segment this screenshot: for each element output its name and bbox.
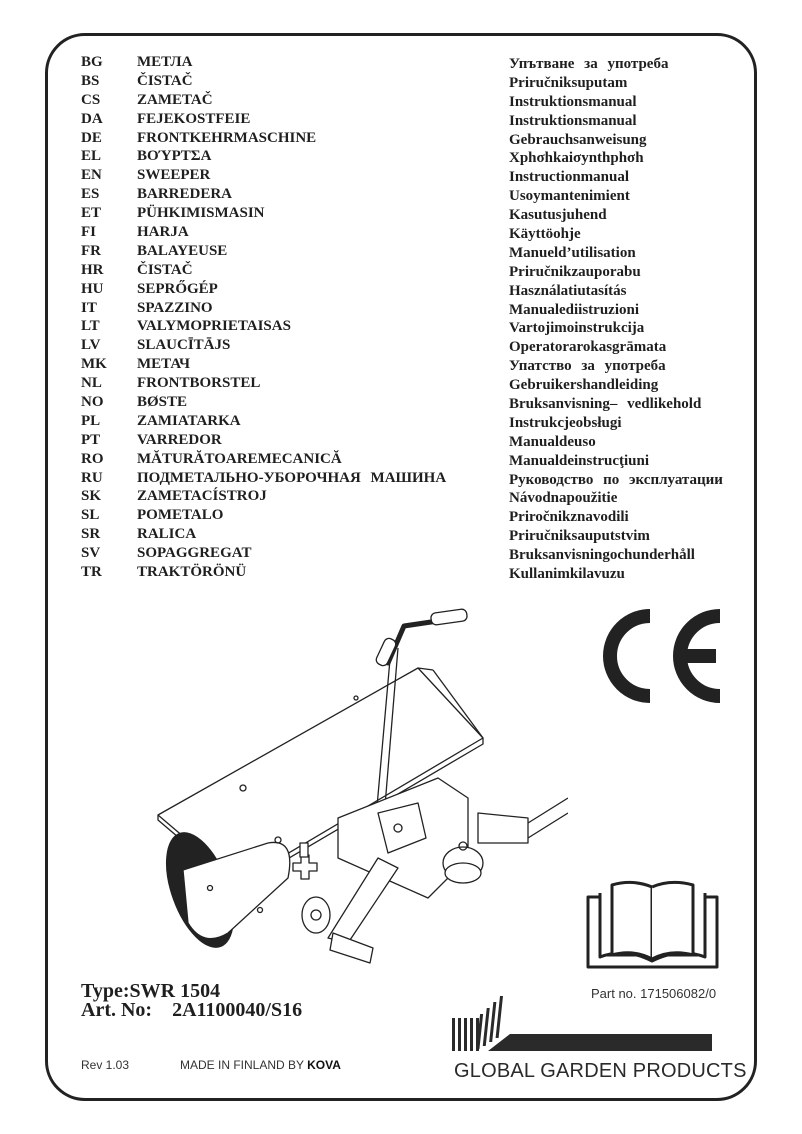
product-name: BØSTE	[137, 394, 188, 411]
language-code: PT	[81, 431, 101, 448]
product-name: BARREDERA	[137, 186, 233, 203]
product-name: МЕТЛА	[137, 54, 193, 70]
language-code: NL	[81, 375, 102, 392]
language-row	[81, 525, 446, 544]
product-name: PÜHKIMISMASIN	[137, 205, 265, 222]
language-row	[81, 487, 446, 506]
manual-title: Návodnapoužitie	[509, 490, 618, 507]
product-name: ZAMETAČ	[137, 91, 213, 108]
language-code: RO	[81, 450, 104, 467]
language-row	[81, 147, 446, 166]
language-code: EN	[81, 167, 102, 184]
language-code: MK	[81, 356, 107, 373]
product-name: VALYMOPRIETAISAS	[137, 318, 291, 335]
manual-title: Bruksanvisningochunderhåll	[509, 547, 695, 564]
product-name: HARJA	[137, 224, 189, 241]
made-in-label	[180, 1058, 341, 1072]
language-row	[81, 129, 446, 148]
manual-title: Manueld’utilisation	[509, 244, 636, 261]
manual-title: Usoymantenimient	[509, 188, 630, 205]
product-name: RALICA	[137, 526, 197, 543]
language-row	[81, 223, 446, 242]
language-code: FR	[81, 242, 101, 259]
language-list	[81, 53, 446, 582]
manual-title: Priročnikznavodili	[509, 509, 629, 526]
language-row	[81, 431, 446, 450]
product-name: ZAMETACÍSTROJ	[137, 488, 267, 505]
manual-title: Priručnikzauporabu	[509, 263, 641, 280]
product-name: SWEEPER	[137, 167, 211, 184]
language-row	[81, 450, 446, 469]
language-row	[81, 242, 446, 261]
language-code: LV	[81, 337, 101, 354]
language-code: ES	[81, 186, 100, 203]
language-row	[81, 563, 446, 582]
product-name: FRONTBORSTEL	[137, 375, 261, 392]
manual-title: Priručniksauputstvim	[509, 528, 650, 545]
product-name: FEJEKOSTFEIE	[137, 110, 251, 127]
language-row	[81, 166, 446, 185]
manual-title: Manualdeuso	[509, 433, 596, 450]
product-name: ČISTAČ	[137, 261, 193, 278]
language-row	[81, 299, 446, 318]
product-name: FRONTKEHRMASCHINE	[137, 129, 317, 146]
manual-title: Gebrauchsanweisung	[509, 131, 647, 148]
product-name: ΒΟΎΡΤΣΑ	[137, 148, 212, 165]
language-row	[81, 355, 446, 374]
manual-title: Руководство по эксплуатации	[509, 471, 723, 488]
language-row	[81, 53, 446, 72]
manual-title: Käyttöohje	[509, 226, 581, 243]
manual-title: Instructionmanual	[509, 169, 630, 186]
manual-title: Használatiutasítás	[509, 282, 627, 299]
product-name: ПОДМЕТАЛЬНО-УБОРОЧНАЯ МАШИНА	[137, 469, 447, 486]
manual-title: Operatorarokasgrāmata	[509, 339, 667, 356]
language-code: HU	[81, 280, 104, 297]
manual-title-list	[509, 55, 723, 584]
manual-title: Xphσhkaiσynthphσh	[509, 150, 644, 167]
manual-title: Instruktionsmanual	[509, 93, 637, 110]
language-row	[81, 185, 446, 204]
language-row	[81, 393, 446, 412]
manual-title: Kasutusjuhend	[509, 207, 607, 224]
manual-title: Priručniksuputam	[509, 74, 628, 91]
product-name: POMETALO	[137, 507, 224, 524]
product-name: SOPAGGREGAT	[137, 545, 252, 562]
sweeper-illustration	[148, 598, 568, 968]
language-row	[81, 317, 446, 336]
manual-title: Instruktionsmanual	[509, 112, 637, 129]
language-row	[81, 91, 446, 110]
product-type: Type:SWR 1504	[81, 980, 221, 1002]
language-code: CS	[81, 91, 101, 108]
language-code: SR	[81, 526, 101, 543]
product-name: ČISTAČ	[137, 72, 193, 89]
language-code: EL	[81, 148, 102, 165]
open-book-icon	[585, 875, 720, 975]
language-row	[81, 506, 446, 525]
language-row	[81, 110, 446, 129]
manual-title: Gebruikershandleiding	[509, 377, 659, 394]
language-row	[81, 544, 446, 563]
language-code: SL	[81, 507, 100, 524]
article-number: Art. No: 2A1100040/S16	[81, 999, 303, 1021]
product-name: SEPRŐGÉP	[137, 280, 218, 297]
language-code: RU	[81, 469, 103, 486]
product-name: TRAKTÖRÖNÜ	[137, 564, 247, 581]
company-name: GLOBAL GARDEN PRODUCTS	[454, 1060, 747, 1082]
ce-mark-icon	[590, 606, 725, 706]
manual-title: Упатство за употреба	[509, 358, 666, 375]
language-row	[81, 374, 446, 393]
language-code: NO	[81, 394, 104, 411]
language-code: ET	[81, 205, 102, 222]
language-row	[81, 280, 446, 299]
manual-title: Manualediistruzioni	[509, 301, 640, 318]
language-code: SK	[81, 488, 102, 505]
language-row	[81, 261, 446, 280]
product-name: SLAUCĪTĀJS	[137, 337, 231, 354]
revision-label: Rev 1.03	[81, 1058, 130, 1072]
language-row	[81, 336, 446, 355]
language-code: IT	[81, 299, 97, 316]
product-name: МЕТАЧ	[137, 356, 190, 373]
language-code: TR	[81, 564, 102, 581]
product-name: MĂTURĂTOAREMECANICĂ	[137, 450, 342, 467]
product-name: VARREDOR	[137, 431, 222, 448]
made-in-prefix: MADE IN FINLAND BY	[180, 1058, 308, 1072]
language-code: BG	[81, 54, 103, 70]
language-code: DA	[81, 110, 103, 127]
language-code: DE	[81, 129, 102, 146]
manual-title: Instrukcjeobsługi	[509, 414, 622, 431]
language-row	[81, 204, 446, 223]
language-row	[81, 412, 446, 431]
language-code: FI	[81, 224, 96, 241]
company-logo-icon	[452, 996, 722, 1052]
language-code: LT	[81, 318, 100, 335]
product-name: ZAMIATARKA	[137, 412, 241, 429]
manual-title: Bruksanvisning– vedlikehold	[509, 396, 702, 413]
language-code: BS	[81, 72, 100, 89]
manual-title: Manualdeinstrucţiuni	[509, 452, 650, 469]
manufacturer-brand: KOVA	[307, 1058, 341, 1072]
manual-title: Kullanimkilavuzu	[509, 566, 625, 583]
manual-title: Vartojimoinstrukcija	[509, 320, 645, 337]
manual-title: Упътване за употреба	[509, 56, 669, 72]
language-code: PL	[81, 412, 101, 429]
language-row	[81, 72, 446, 91]
product-name: SPAZZINO	[137, 299, 213, 316]
product-name: BALAYEUSE	[137, 242, 228, 259]
language-code: HR	[81, 261, 104, 278]
language-code: SV	[81, 545, 101, 562]
language-row	[81, 469, 446, 488]
part-number: Part no. 171506082/0	[591, 986, 717, 1001]
